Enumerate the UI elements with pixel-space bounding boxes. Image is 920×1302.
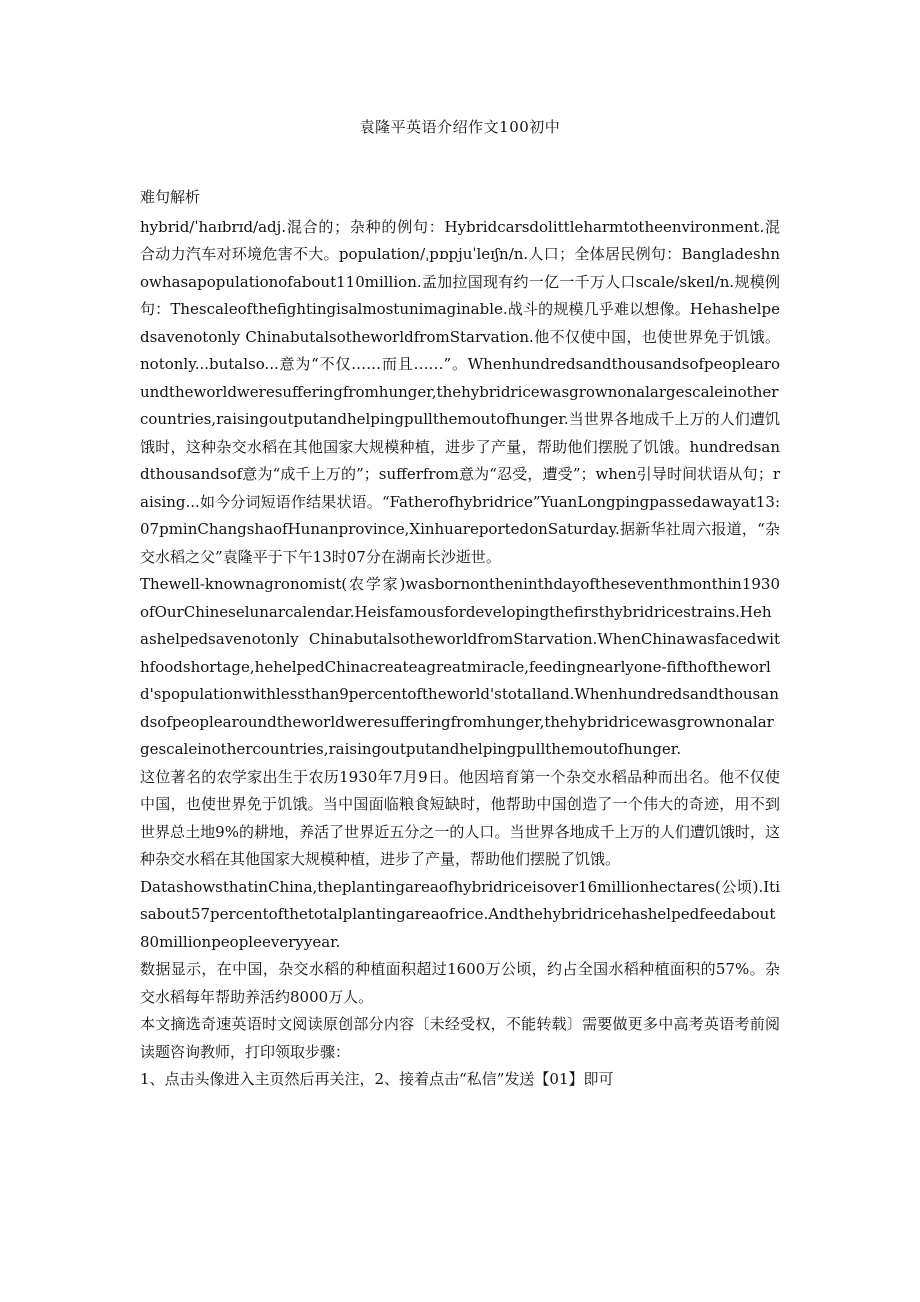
document-title: 袁隆平英语介绍作文100初中 [359, 118, 561, 136]
document-body [140, 184, 780, 1094]
paragraph-chinese-biography: 这位著名的农学家出生于农历1930年7月9日。他因培育第一个杂交水稻品种而出名。他不仅使中国，也使世界免于饥饿。当中国面临粮食短缺时，他帮助中国创造了一个伟大的奇迹，用不到世界总土地9%的耕地，养活了世界近五分之一的人口。当世界各地成千上万的人们遭饥饿时，这种杂交水稻在其他国家大规模种植，进步了产量，帮助他们摆脱了饥饿。 [140, 767, 780, 868]
paragraph-english-data: DatashowsthatinChina,theplantingareaofhybridriceisover16millionhectares(公顷).Itisabout57percentofthetotalplantingareaofrice.Andthehybridricehashelpedfeedabout80millionpeopleeveryyear. [140, 877, 780, 951]
paragraph-english-biography: Thewell-knownagronomist(农学家)wasbornontheninthdayoftheseventhmonthin1930ofOurChineselunarcalendar.Heisfamousfordevelopingthefirsthybridricestrains.Hehashelpedsavenotonly ChinabutalsotheworldfromStarvation.WhenChinawasfacedwithfoodshortage,hehelpedChinacreateagreatmiracle,feedingnearlyone-fifthoftheworld'spopulationwithlessthan9percentoftheworld'stotalland.Whenhundredsandthousandsofpeoplearoundtheworldweresufferingfromhunger,thehybridricewasgrownonalargescaleinothercountries,raisingoutputandhelpingpullthemoutofhunger. [140, 575, 780, 758]
section-heading: 难句解析 [140, 188, 201, 206]
paragraph-steps: 1、点击头像进入主页然后再关注，2、接着点击“私信”发送【01】即可 [140, 1070, 614, 1088]
paragraph-vocabulary-analysis: hybrid/ˈhaɪbrɪd/adj.混合的；杂种的例句：Hybridcarsdolittleharmtotheenvironment.混合动力汽车对环境危害不大。population/ˌpɒpjuˈleɪʃn/n.人口；全体居民例句：Bangladeshnowhasapopulationofabout110million.孟加拉国现有约一亿一千万人口scale/skeɪl/n.规模例句：Thescaleofthefightingisalmostunimaginable.战斗的规模几乎难以想像。Hehashelpedsavenotonly ChinabutalsotheworldfromStarvation.他不仅使中国，也使世界免于饥饿。notonly...butalso...意为“不仅……而且……”。Whenhundredsandthousandsofpeoplearoundtheworldweresufferingfromhunger,thehybridricewasgrownonalargescaleinothercountries,raisingoutputandhelpingpullthemoutofhunger.当世界各地成千上万的人们遭饥饿时，这种杂交水稻在其他国家大规模种植，进步了产量，帮助他们摆脱了饥饿。hundredsandthousandsof意为“成千上万的”；sufferfrom意为“忍受，遭受”；when引导时间状语从句；raising...如今分词短语作结果状语。“Fatherofhybridrice”YuanLongpingpassedawayat13:07pminChangshaofHunanprovince,XinhuareportedonSaturday.据新华社周六报道，“杂交水稻之父”袁隆平于下午13时07分在湖南长沙逝世。 [140, 217, 780, 566]
paragraph-chinese-data: 数据显示，在中国，杂交水稻的种植面积超过1600万公顷，约占全国水稻种植面积的57%。杂交水稻每年帮助养活约8000万人。 [140, 960, 780, 1006]
paragraph-source-note: 本文摘选奇速英语时文阅读原创部分内容〔未经受权，不能转载〕需要做更多中高考英语考前阅读题咨询教师，打印领取步骤： [140, 1015, 780, 1061]
